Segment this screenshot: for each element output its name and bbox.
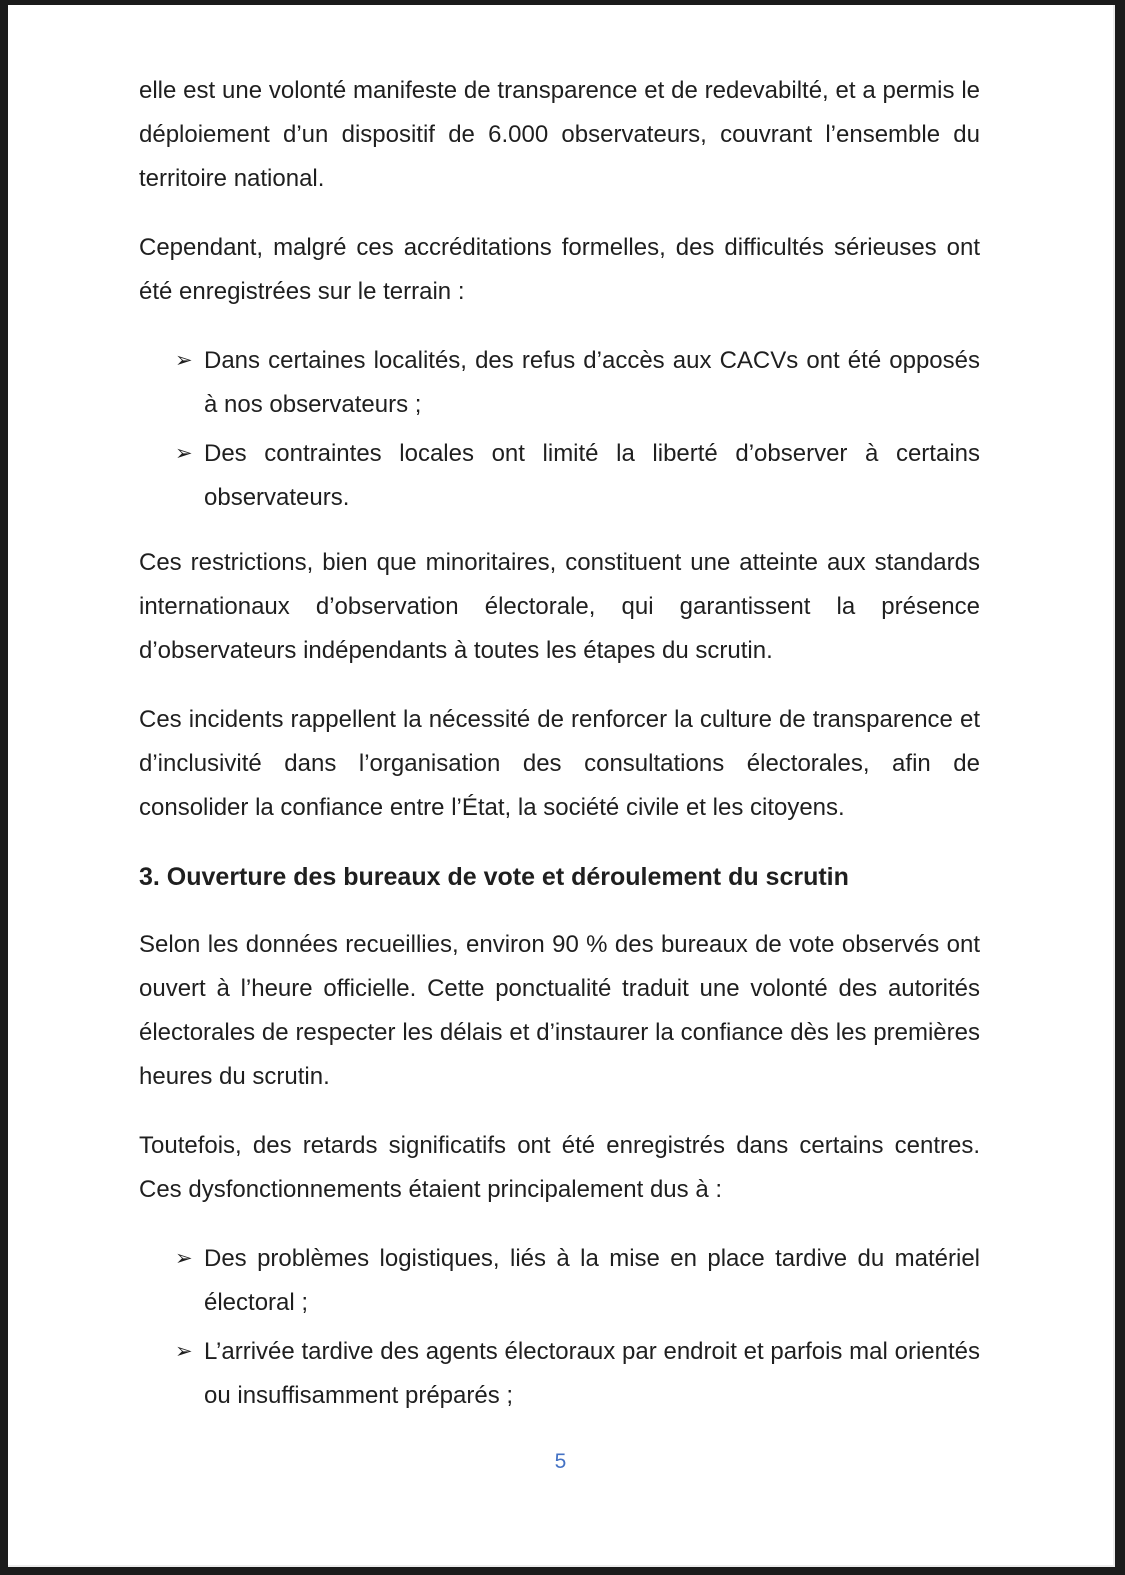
arrowhead-bullet-icon: ➢ [175,442,193,465]
page-number: 5 [554,1450,567,1473]
arrowhead-bullet-icon: ➢ [175,1340,193,1363]
arrowhead-bullet-icon: ➢ [175,349,193,372]
list-item [139,339,980,427]
page-body [8,5,1113,1418]
list-item-text: Des contraintes locales ont limité la liberté d’observer à certains observateurs. [204,440,980,511]
list-item-text: Des problèmes logistiques, liés à la mise en place tardive du matériel électoral ; [204,1245,980,1316]
paragraph-delays-intro: Toutefois, des retards significatifs ont été enregistrés dans certains centres. Ces dysfonctionnements étaient principalement dus à : [139,1132,980,1203]
paragraph-restrictions: Ces restrictions, bien que minoritaires, constituent une atteinte aux standards internationaux d’observation électorale, qui garantissent la présence d’observateurs indépendants à toutes les étapes du scrutin. [139,549,980,664]
paragraph-opening-times: Selon les données recueillies, environ 90 % des bureaux de vote observés ont ouvert à l’heure officielle. Cette ponctualité traduit une volonté des autorités électorales de respecter les délais et d’instaurer la confiance dès les premières heures du scrutin. [139,931,980,1090]
list-delay-causes [139,1237,980,1418]
paragraph-incidents: Ces incidents rappellent la nécessité de renforcer la culture de transparence et d’inclusivité dans l’organisation des consultations électorales, afin de consolider la confiance entre l’État, la société civile et les citoyens. [139,706,980,821]
list-difficulties [139,339,980,520]
paragraph-difficulties-intro: Cependant, malgré ces accréditations formelles, des difficultés sérieuses ont été enregistrées sur le terrain : [139,234,980,305]
paragraph-accreditation: elle est une volonté manifeste de transparence et de redevabilté, et a permis le déploiement d’un dispositif de 6.000 observateurs, couvrant l’ensemble du territoire national. [139,77,980,192]
document-page [8,5,1115,1567]
list-item-text: Dans certaines localités, des refus d’accès aux CACVs ont été opposés à nos observateurs ; [204,347,980,418]
list-item-text: L’arrivée tardive des agents électoraux par endroit et parfois mal orientés ou insuffisamment préparés ; [204,1338,980,1409]
list-item [139,1330,980,1418]
list-item [139,1237,980,1325]
list-item [139,432,980,520]
section-heading-3: 3. Ouverture des bureaux de vote et déroulement du scrutin [139,863,849,891]
arrowhead-bullet-icon: ➢ [175,1247,193,1270]
